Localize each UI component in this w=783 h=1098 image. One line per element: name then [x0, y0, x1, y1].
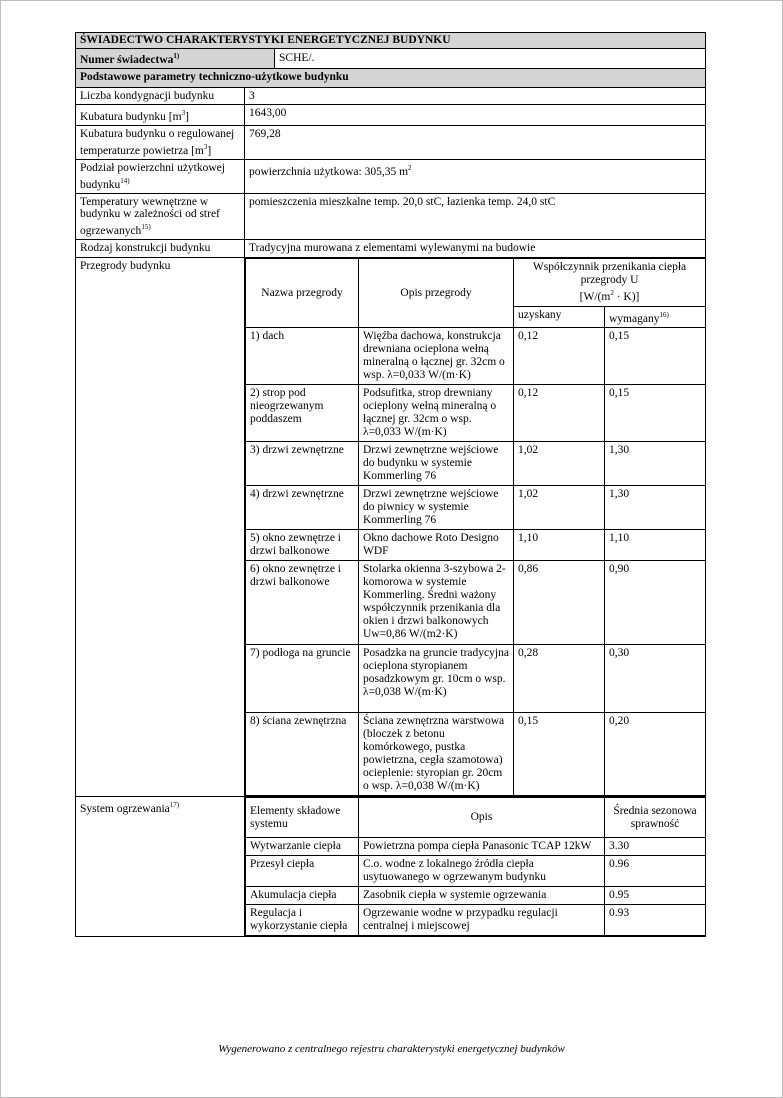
partition-row — [246, 713, 706, 796]
heating-element: Akumulacja ciepła — [246, 887, 359, 905]
partition-desc: Stolarka okienna 3-szybowa 2-komorowa w systemie Kommerling. Średni ważony współczynnik przenikania dla okien i drzwi balkonowych Uw=0,86 W/(m2·K) — [359, 561, 514, 645]
param-value: powierzchnia użytkowa: 305,35 $m^2$ — [245, 160, 706, 194]
partition-desc: Podsufitka, strop drewniany ocieplony wełną mineralną o łącznej gr. 32cm o wsp. λ=0,033 W/(m·K) — [359, 385, 514, 442]
partitions-table — [245, 258, 706, 797]
parameters-section — [75, 68, 705, 937]
heating-efficiency: 0.93 — [605, 905, 706, 936]
partition-name: 4) drzwi zewnętrzne — [246, 486, 359, 530]
col-header-required: wymagany$^{16)}$ — [605, 306, 706, 328]
heating-desc: Zasobnik ciepła w systemie ogrzewania — [359, 887, 605, 905]
col-header-desc: Opis przegrody — [359, 258, 514, 328]
partition-obtained: 1,10 — [514, 530, 605, 561]
partition-desc: Drzwi zewnętrzne wejściowe do piwnicy w systemie Kommerling 76 — [359, 486, 514, 530]
col-header-obtained: uzyskany — [514, 306, 605, 328]
partition-name: 1) dach — [246, 328, 359, 385]
param-row — [76, 126, 706, 160]
param-value: pomieszczenia mieszkalne temp. 20,0 stC, łazienka temp. 24,0 stC — [245, 193, 706, 239]
heating-desc: Powietrzna pompa ciepła Panasonic TCAP 12kW — [359, 838, 605, 856]
certificate-number-value: SCHE/. — [275, 49, 706, 69]
heating-element: Wytwarzanie ciepła — [246, 838, 359, 856]
partition-desc: Drzwi zewnętrzne wejściowe do budynku w systemie Kommerling 76 — [359, 442, 514, 486]
param-value: Tradycyjna murowana z elementami wylewanymi na budowie — [245, 240, 706, 258]
heating-efficiency: 3.30 — [605, 838, 706, 856]
certificate-header — [75, 32, 705, 69]
partition-obtained: 0,15 — [514, 713, 605, 796]
param-row — [76, 240, 706, 258]
param-label: Podział powierzchni użytkowej budynku$^{14)}$ — [76, 160, 245, 194]
partition-desc: Posadzka na gruncie tradycyjna ocieplona styropianem posadzkowym gr. 10cm o wsp. λ=0,038 W/(m·K) — [359, 645, 514, 713]
partition-row — [246, 328, 706, 385]
partition-required: 0,90 — [605, 561, 706, 645]
page-footer: Wygenerowano z centralnego rejestru charakterystyki energetycznej budynków — [218, 1043, 565, 1055]
partition-obtained: 0,12 — [514, 385, 605, 442]
col-header-opis: Opis — [359, 798, 605, 838]
heating-element: Regulacja i wykorzystanie ciepła — [246, 905, 359, 936]
partition-row — [246, 645, 706, 713]
partition-obtained: 0,12 — [514, 328, 605, 385]
heating-efficiency: 0.95 — [605, 887, 706, 905]
partition-row — [246, 385, 706, 442]
partition-obtained: 0,28 — [514, 645, 605, 713]
heating-row — [76, 797, 706, 937]
param-label: Rodzaj konstrukcji budynku — [76, 240, 245, 258]
partition-name: 3) drzwi zewnętrzne — [246, 442, 359, 486]
param-row — [76, 87, 706, 105]
col-header-name: Nazwa przegrody — [246, 258, 359, 328]
partition-required: 0,15 — [605, 328, 706, 385]
partition-required: 0,30 — [605, 645, 706, 713]
col-header-efficiency: Średnia sezonowa sprawność — [605, 798, 706, 838]
heating-table — [245, 797, 706, 936]
heating-element-row — [246, 905, 706, 936]
partition-name: 5) okno zewnętrze i drzwi balkonowe — [246, 530, 359, 561]
partition-row — [246, 530, 706, 561]
partition-name: 8) ściana zewnętrzna — [246, 713, 359, 796]
heating-desc: C.o. wodne z lokalnego źródła ciepła usytuowanego w ogrzewanym budynku — [359, 856, 605, 887]
partition-obtained: 1,02 — [514, 486, 605, 530]
partition-obtained: 1,02 — [514, 442, 605, 486]
heating-element-row — [246, 856, 706, 887]
col-header-u: Współczynnik przenikania ciepła przegrody U $[W/(m^2 \cdot K)]$ — [514, 258, 706, 306]
partition-required: 0,20 — [605, 713, 706, 796]
col-header-elements: Elementy składowe systemu — [246, 798, 359, 838]
param-row — [76, 193, 706, 239]
heating-element-row — [246, 838, 706, 856]
partition-desc: Więźba dachowa, konstrukcja drewniana ocieplona wełną mineralną o łącznej gr. 32cm o wsp. λ=0,033 W/(m·K) — [359, 328, 514, 385]
section-title: Podstawowe parametry techniczno-użytkowe budynku — [76, 69, 706, 88]
partition-name: 6) okno zewnętrze i drzwi balkonowe — [246, 561, 359, 645]
partition-desc: Okno dachowe Roto Designo WDF — [359, 530, 514, 561]
partition-required: 1,30 — [605, 486, 706, 530]
heating-efficiency: 0.96 — [605, 856, 706, 887]
param-row — [76, 160, 706, 194]
certificate-title: ŚWIADECTWO CHARAKTERYSTYKI ENERGETYCZNEJ BUDYNKU — [76, 33, 706, 49]
partition-name: 7) podłoga na gruncie — [246, 645, 359, 713]
param-value: 769,28 — [245, 126, 706, 160]
heating-label: System ogrzewania$^{17)}$ — [76, 797, 245, 937]
partition-obtained: 0,86 — [514, 561, 605, 645]
certificate-number-label: Numer świadectwa$^{1)}$ — [76, 49, 275, 69]
param-label: Liczba kondygnacji budynku — [76, 87, 245, 105]
param-label: Kubatura budynku o regulowanej temperaturze powietrza $[m^3]$ — [76, 126, 245, 160]
param-value: 3 — [245, 87, 706, 105]
partition-required: 0,15 — [605, 385, 706, 442]
heating-desc: Ogrzewanie wodne w przypadku regulacji centralnej i miejscowej — [359, 905, 605, 936]
heating-element: Przesył ciepła — [246, 856, 359, 887]
param-row — [76, 105, 706, 126]
partition-required: 1,30 — [605, 442, 706, 486]
partition-row — [246, 442, 706, 486]
param-label: Kubatura budynku $[m^3]$ — [76, 105, 245, 126]
partition-row — [246, 486, 706, 530]
param-value: 1643,00 — [245, 105, 706, 126]
heating-element-row — [246, 887, 706, 905]
partition-name: 2) strop pod nieogrzewanym poddaszem — [246, 385, 359, 442]
partition-required: 1,10 — [605, 530, 706, 561]
param-label: Temperatury wewnętrzne w budynku w zależności od stref ogrzewanych$^{15)}$ — [76, 193, 245, 239]
partitions-row — [76, 257, 706, 797]
partitions-label: Przegrody budynku — [76, 257, 245, 797]
partition-row — [246, 561, 706, 645]
partition-desc: Ściana zewnętrzna warstwowa (bloczek z betonu komórkowego, pustka powietrzna, cegła szamotowa) ocieplenie: styropian gr. 20cm o wsp. λ=0,038 W/(m·K) — [359, 713, 514, 796]
